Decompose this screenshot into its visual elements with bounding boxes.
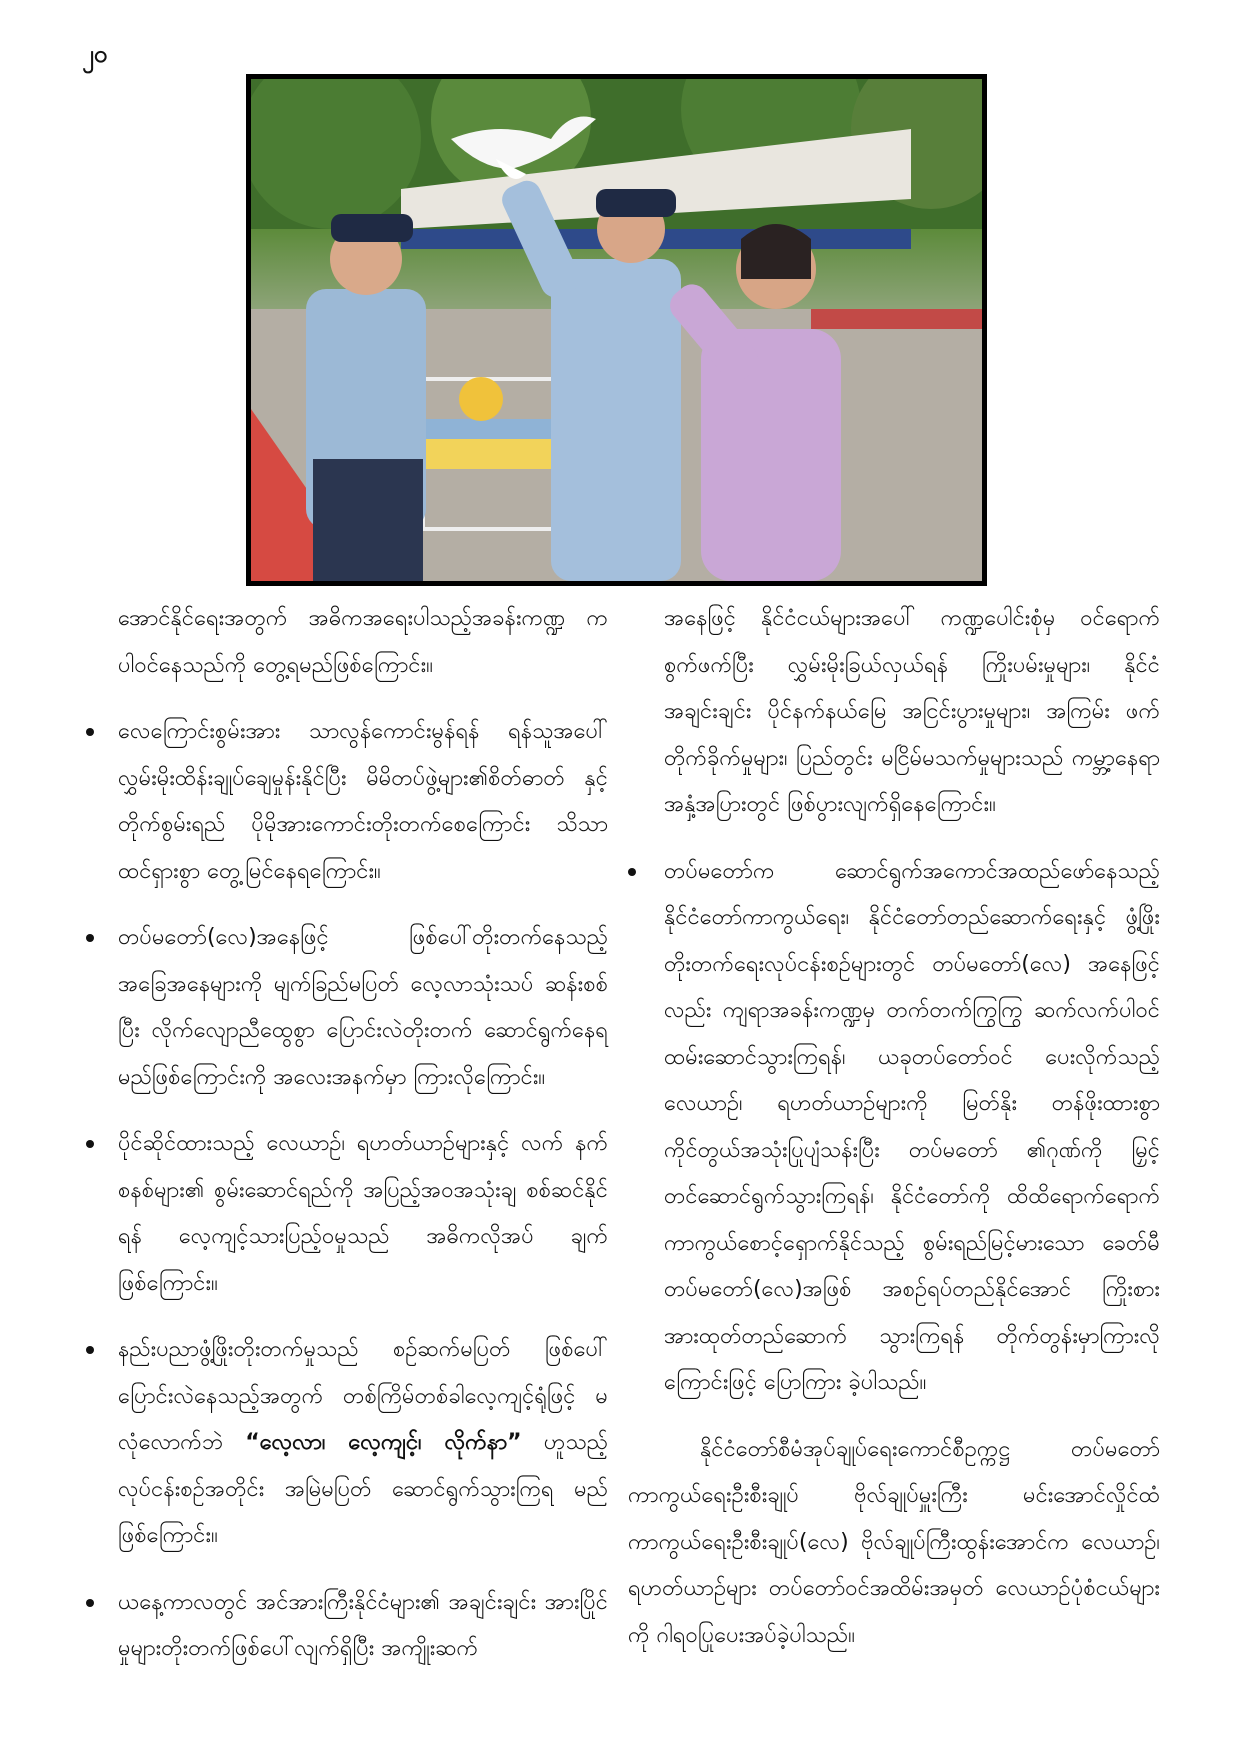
photo-ceremony-dove-release (246, 74, 987, 586)
list-item: တပ်မတော်(လေ)အနေဖြင့် ဖြစ်ပေါ်တိုးတက်နေသည့် အခြေအနေများကို မျက်ခြည်မပြတ် လေ့လာသုံးသပ် ဆန်းစစ်ပြီး လိုက်လျောညီထွေစွာ ပြောင်းလဲတိုးတက် ဆောင်ရွက်နေရမည်ဖြစ်ကြောင်းကို အလေးအနက်မှာ ကြားလိုကြောင်း။ (86, 915, 608, 1101)
right-bullet-list (628, 849, 1160, 1407)
list-item: တပ်မတော်က ဆောင်ရွက်အကောင်အထည်ဖော်နေသည့် နိုင်ငံတော်ကာကွယ်ရေး၊ နိုင်ငံတော်တည်ဆောက်ရေးနှင့် ဖွံ့ဖြိုးတိုးတက်ရေးလုပ်ငန်းစဉ်များတွင် တပ်မတော်(လေ) အနေဖြင့်လည်း ကျရာအခန်းကဏ္ဍမှ တက်တက်ကြွကြွ ဆက်လက်ပါဝင်ထမ်းဆောင်သွားကြရန်၊ ယခုတပ်တော်ဝင် ပေးလိုက်သည့် လေယာဉ်၊ ရဟတ်ယာဉ်များကို မြတ်နိုး တန်ဖိုးထားစွာ ကိုင်တွယ်အသုံးပြုပျံသန်းပြီး တပ်မတော် ၏ဂုဏ်ကို မြှင့်တင်ဆောင်ရွက်သွားကြရန်၊ နိုင်ငံတော်ကို ထိထိရောက်ရောက် ကာကွယ်စောင့်ရှောက်နိုင်သည့် စွမ်းရည်မြင့်မားသော ခေတ်မီတပ်မတော်(လေ)အဖြစ် အစဉ်ရပ်တည်နိုင်အောင် ကြိုးစားအားထုတ်တည်ဆောက် သွားကြရန် တိုက်တွန်းမှာကြားလိုကြောင်းဖြင့် ပြောကြား ခဲ့ပါသည်။ (628, 849, 1160, 1407)
right-paragraph: နိုင်ငံတော်စီမံအုပ်ချုပ်ရေးကောင်စီဥက္ကဋ္ဌ တပ်မတော် ကာကွယ်ရေးဦးစီးချုပ် ဗိုလ်ချုပ်မှူးကြီး မင်းအောင်လှိုင်ထံ ကာကွယ်ရေးဦးစီးချုပ်(လေ) ဗိုလ်ချုပ်ကြီးထွန်းအောင်က လေယာဉ်၊ ရဟတ်ယာဉ်များ တပ်တော်ဝင်အထိမ်းအမှတ် လေယာဉ်ပုံစံငယ်များကို ဂါရဝပြုပေးအပ်ခဲ့ပါသည်။ (628, 1436, 1160, 1648)
left-column (86, 596, 608, 1673)
right-column (628, 596, 1160, 1659)
list-item: လေကြောင်းစွမ်းအား သာလွန်ကောင်းမွန်ရန် ရန်သူအပေါ် လွှမ်းမိုးထိန်းချုပ်ချေမှုန်းနိုင်ပြီး မိမိတပ်ဖွဲ့များ၏စိတ်ဓာတ် နှင့် တိုက်စွမ်းရည် ပိုမိုအားကောင်းတိုးတက်စေကြောင်း သိသာထင်ရှားစွာ တွေ့မြင်နေရကြောင်း။ (86, 709, 608, 895)
slogan-after: ဟူသည့် လုပ်ငန်းစဉ်အတိုင်း အမြဲမပြတ် ဆောင်ရွက်သွားကြရ မည်ဖြစ်ကြောင်း။ (118, 1430, 608, 1548)
list-item: ပိုင်ဆိုင်ထားသည့် လေယာဉ်၊ ရဟတ်ယာဉ်များနှင့် လက် နက်စနစ်များ၏ စွမ်းဆောင်ရည်ကို အပြည့်အဝအသုံးချ စစ်ဆင်နိုင်ရန် လေ့ကျင့်သားပြည့်ဝမှုသည် အဓိကလိုအပ် ချက်ဖြစ်ကြောင်း။ (86, 1121, 608, 1307)
left-continuation: အောင်နိုင်ရေးအတွက် အဓိကအရေးပါသည့်အခန်းကဏ္ဍ က ပါဝင်နေသည်ကို တွေ့ရမည်ဖြစ်ကြောင်း။ (118, 606, 608, 678)
page-number: ၂၀ (82, 40, 108, 68)
list-item-slogan (86, 1327, 608, 1560)
slogan-text: “လေ့လာ၊ လေ့ကျင့်၊ လိုက်နာ” (245, 1430, 522, 1455)
left-bullet-list (86, 709, 608, 1673)
list-item: ယနေ့ကာလတွင် အင်အားကြီးနိုင်ငံများ၏ အချင်းချင်း အားပြိုင်မှုများတိုးတက်ဖြစ်ပေါ်လျက်ရှိပြီး အကျိုးဆက် (86, 1580, 608, 1673)
photo-illustration (251, 79, 982, 581)
slogan-before: နည်းပညာဖွံ့ဖြိုးတိုးတက်မှုသည် စဉ်ဆက်မပြတ် ဖြစ်ပေါ် ပြောင်းလဲနေသည့်အတွက် တစ်ကြိမ်တစ်ခါလေ့ကျင့်ရုံဖြင့် မလုံလောက်ဘဲ (118, 1337, 608, 1455)
right-continuation: အနေဖြင့် နိုင်ငံငယ်များအပေါ် ကဏ္ဍပေါင်းစုံမှ ဝင်ရောက် စွက်ဖက်ပြီး လွှမ်းမိုးခြယ်လှယ်ရန် ကြိုးပမ်းမှုများ၊ နိုင်ငံ အချင်းချင်း ပိုင်နက်နယ်မြေ အငြင်းပွားမှုများ၊ အကြမ်း ဖက်တိုက်ခိုက်မှုများ၊ ပြည်တွင်း မငြိမ်မသက်မှုများသည် ကမ္ဘာ့နေရာအနှံ့အပြားတွင် ဖြစ်ပွားလျက်ရှိနေကြောင်း။ (664, 606, 1160, 817)
